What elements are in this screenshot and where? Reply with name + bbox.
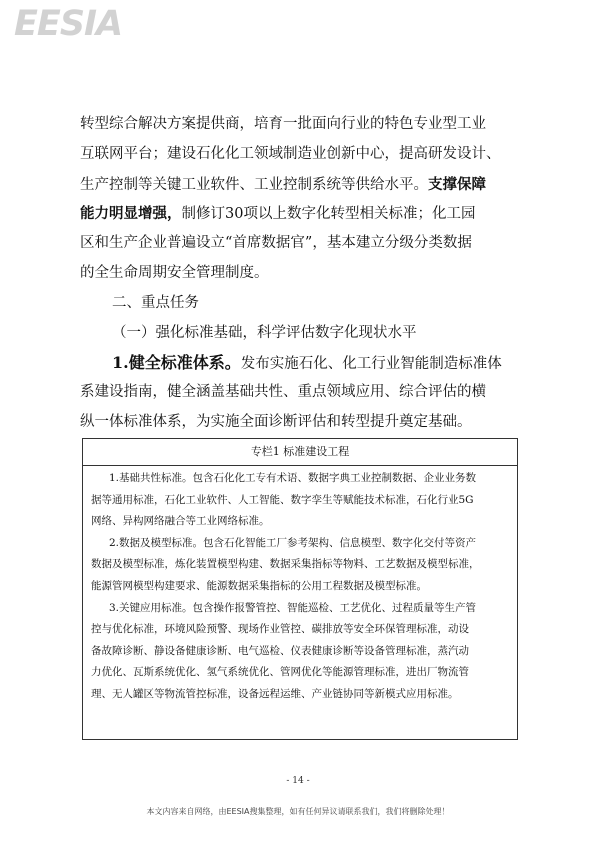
box-line: 网络、异构网络融合等工业网络标准。 <box>91 515 270 528</box>
bold-phrase: 能力明显增强， <box>80 205 182 223</box>
paragraph-line <box>80 170 520 200</box>
paragraph-line: 互联网平台；建设石化化工领域制造业创新中心，提高研发设计、 <box>80 145 501 162</box>
item-line: 系建设指南，健全涵盖基础共性、重点领域应用、综合评估的横 <box>80 384 486 401</box>
box-line: 理、无人罐区等物流管控标准，设备远程运维、产业链协同等新模式应用标准。 <box>91 687 459 700</box>
subsection-heading: （一）强化标准基础，科学评估数字化现状水平 <box>112 324 417 341</box>
box-body <box>83 466 517 706</box>
item-line: 纵一体标准体系，为实施全面诊断评估和转型提升奠定基础。 <box>80 413 472 430</box>
section-heading: 二、重点任务 <box>112 294 199 311</box>
box-line: 1.基础共性标准。包含石化化工专有术语、数据字典工业控制数据、企业业务数 <box>109 472 477 484</box>
standards-column-box <box>82 438 518 740</box>
paragraph-line <box>80 199 520 229</box>
box-title: 专栏1 标准建设工程 <box>83 439 517 466</box>
box-line: 数据及模型标准，炼化装置模型构建、数据采集指标等物料、工艺数据及模型标准， <box>91 558 480 571</box>
paragraph-line: 的全生命周期安全管理制度。 <box>80 264 269 281</box>
item-text: 发布实施石化、化工行业智能制造标准体 <box>240 356 502 373</box>
paragraph-text: 制修订30项以上数字化转型相关标准；化工园 <box>181 206 476 223</box>
footer-disclaimer: 本文内容来自网络，由EESIA搜集整理，如有任何异议请联系我们，我们将删除处理！ <box>146 807 450 816</box>
box-line: 2.数据及模型标准。包含石化智能工厂参考架构、信息模型、数字化交付等资产 <box>109 536 477 549</box>
box-line: 3.关键应用标准。包含操作报警管控、智能巡检、工艺优化、过程质量等生产管 <box>109 601 477 614</box>
box-line: 能源管网模型构建要求、能源数据采集指标的公用工程数据及模型标准。 <box>91 579 427 592</box>
item-heading: 1.健全标准体系。 <box>112 353 241 373</box>
paragraph-text: 生产控制等关键工业软件、工业控制系统等供给水平。 <box>80 176 428 193</box>
box-line: 备故障诊断、静设备健康诊断、电气巡检、仪表健康诊断等设备管理标准，蒸汽动 <box>91 644 469 657</box>
item-line <box>80 348 520 378</box>
main-body <box>80 110 520 438</box>
page-number: - 14 - <box>286 776 310 786</box>
paragraph-line: 区和生产企业普遍设立“首席数据官”，基本建立分级分类数据 <box>80 235 472 252</box>
paragraph-line: 转型综合解决方案提供商，培育一批面向行业的特色专业型工业 <box>80 116 486 132</box>
eesia-logo: EESIA <box>14 4 123 44</box>
box-line: 力优化、瓦斯系统优化、氢气系统优化、管网优化等能源管理标准，进出厂物流管 <box>91 666 469 679</box>
bold-phrase: 支撑保障 <box>428 175 486 193</box>
box-line: 据等通用标准，石化工业软件、人工智能、数字孪生等赋能技术标准，石化行业5G <box>91 493 474 506</box>
box-line: 控与优化标准，环境风险预警、现场作业管控、碳排放等安全环保管理标准，动设 <box>91 623 469 636</box>
